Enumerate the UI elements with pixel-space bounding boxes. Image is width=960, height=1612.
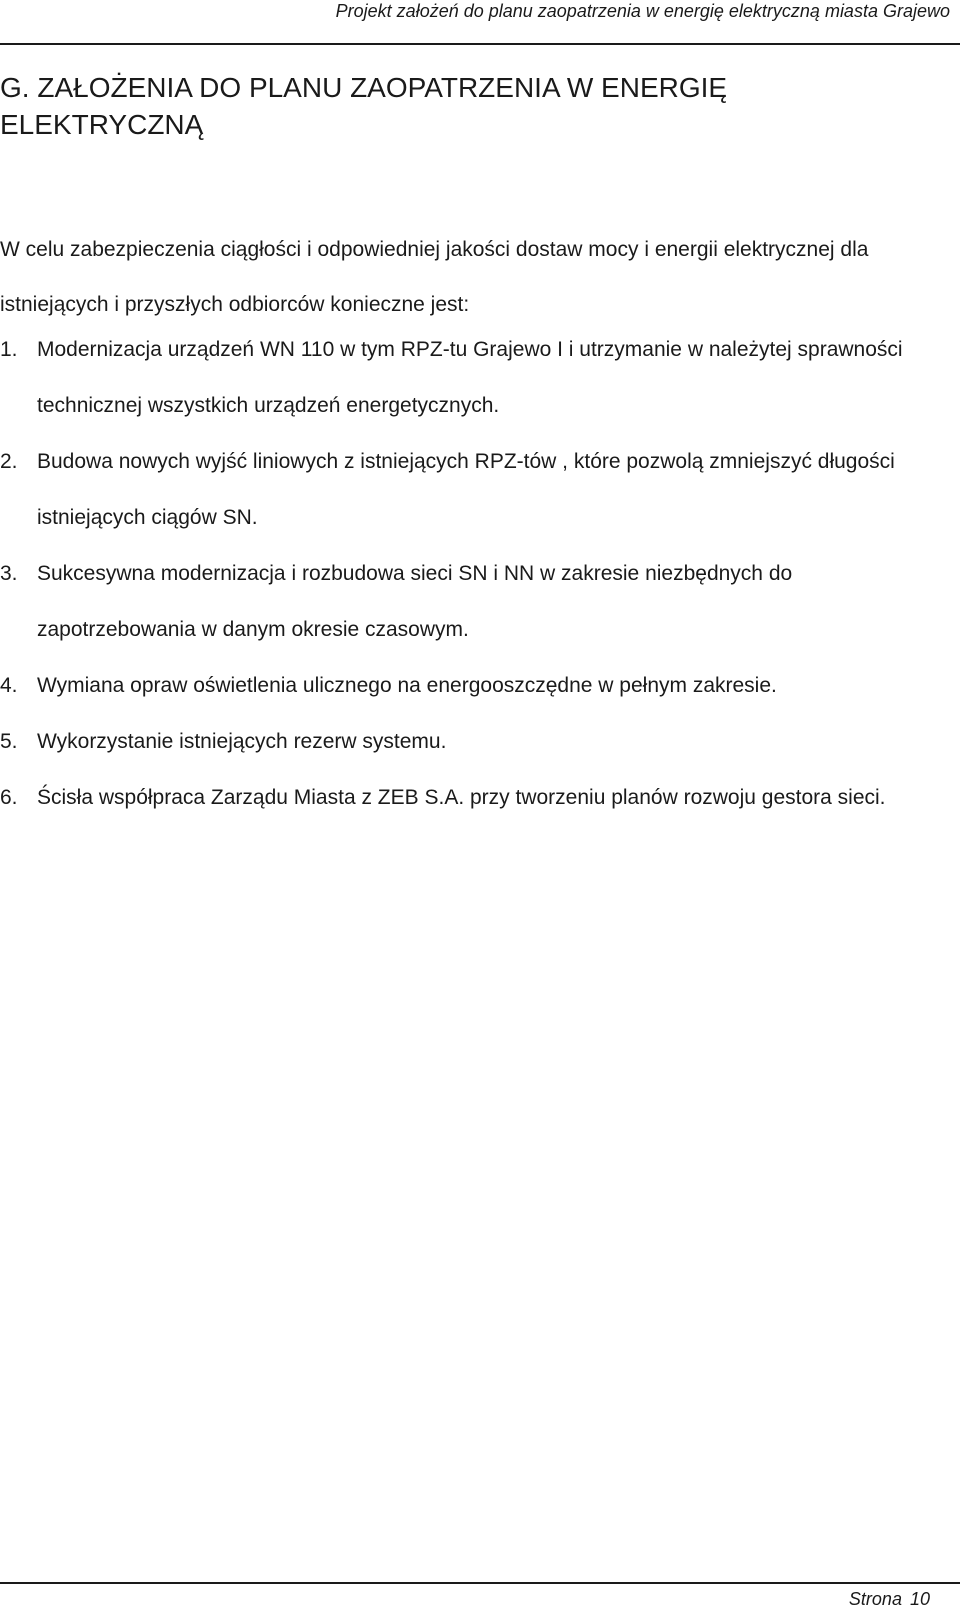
item-number: 1. xyxy=(0,338,18,361)
item-number: 3. xyxy=(0,562,18,585)
list-item-4 xyxy=(0,658,956,714)
item-text: Modernizacja urządzeń WN 110 w tym RPZ-tu Grajewo I i utrzymanie w należytej sprawności technicznej wszystkich urządzeń energetycznych. xyxy=(37,338,903,417)
item-number: 6. xyxy=(0,786,18,809)
list-item-6 xyxy=(0,770,956,826)
item-text: Wykorzystanie istniejących rezerw systemu. xyxy=(37,730,447,753)
page-label: Strona xyxy=(848,1589,902,1609)
running-header: Projekt założeń do planu zaopatrzenia w energię elektryczną miasta Grajewo xyxy=(335,1,950,21)
list-item-3 xyxy=(0,546,956,658)
footer-divider xyxy=(0,1582,960,1584)
page-number-value: 10 xyxy=(909,1589,930,1609)
item-text: Ścisła współpraca Zarządu Miasta z ZEB S.A. przy tworzeniu planów rozwoju gestora sieci. xyxy=(37,786,886,809)
item-text: Budowa nowych wyjść liniowych z istniejących RPZ-tów , które pozwolą zmniejszyć długości istniejących ciągów SN. xyxy=(37,450,895,529)
item-text: Sukcesywna modernizacja i rozbudowa sieci SN i NN w zakresie niezbędnych do zapotrzebowania w danym okresie czasowym. xyxy=(37,562,793,641)
requirements-list xyxy=(0,322,956,826)
item-number: 5. xyxy=(0,730,18,753)
item-text: Wymiana opraw oświetlenia ulicznego na energooszczędne w pełnym zakresie. xyxy=(37,674,777,697)
list-item-1 xyxy=(0,322,956,434)
header-divider xyxy=(0,43,960,45)
list-item-2 xyxy=(0,434,956,546)
item-number: 2. xyxy=(0,450,18,473)
section-title: G. ZAŁOŻENIA DO PLANU ZAOPATRZENIA W ENERGIĘ ELEKTRYCZNĄ xyxy=(0,72,728,140)
intro-paragraph: W celu zabezpieczenia ciągłości i odpowiedniej jakości dostaw mocy i energii elektrycznej dla istniejących i przyszłych odbiorców konieczne jest: xyxy=(0,238,869,316)
page-number xyxy=(849,1589,930,1610)
list-item-5 xyxy=(0,714,956,770)
item-number: 4. xyxy=(0,674,18,697)
